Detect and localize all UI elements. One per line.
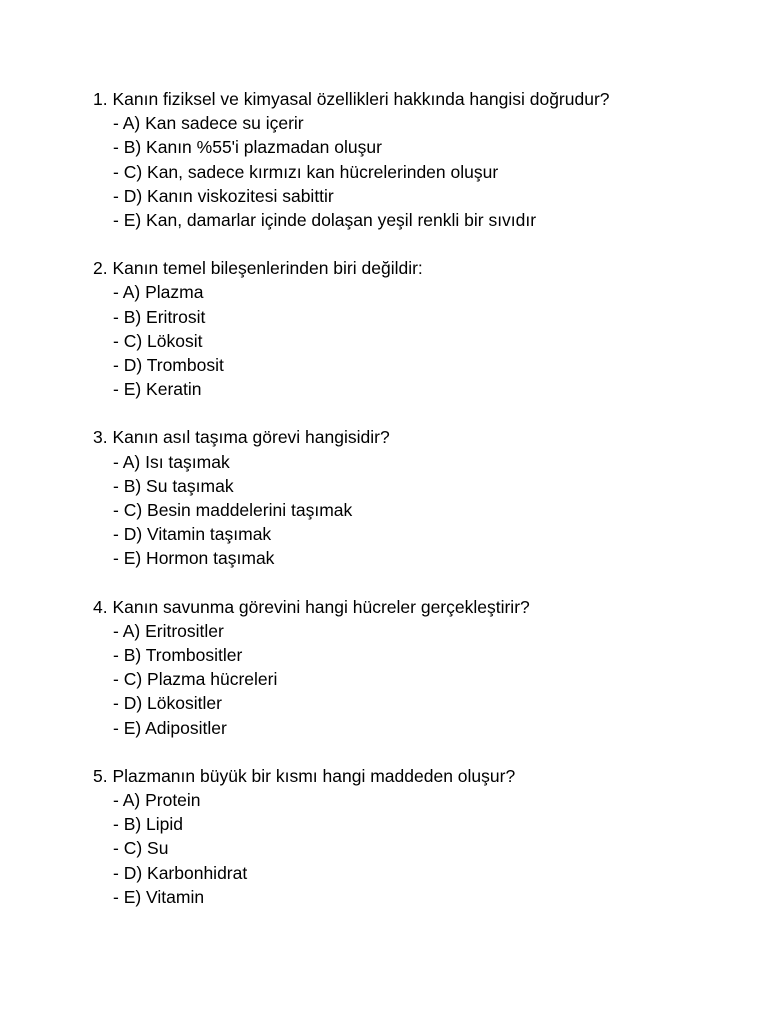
answer-option-a: - A) Kan sadece su içerir	[113, 113, 304, 134]
answer-option-b: - B) Kanın %55'i plazmadan oluşur	[113, 137, 382, 158]
question-5	[93, 764, 733, 909]
question-text: 1. Kanın fiziksel ve kimyasal özellikleri hakkında hangisi doğrudur?	[93, 89, 610, 109]
answer-option-e: - E) Hormon taşımak	[113, 548, 275, 569]
question-4	[93, 595, 733, 740]
answer-option-a: - A) Protein	[113, 790, 201, 811]
answer-option-d: - D) Vitamin taşımak	[113, 524, 272, 545]
question-2	[93, 256, 733, 401]
answer-option-b: - B) Trombositler	[113, 645, 243, 666]
answer-option-c: - C) Lökosit	[113, 330, 203, 351]
answer-option-c: - C) Plazma hücreleri	[113, 669, 278, 690]
answer-options	[93, 619, 733, 740]
answer-option-a: - A) Eritrositler	[113, 620, 224, 641]
answer-option-b: - B) Su taşımak	[113, 475, 234, 496]
answer-option-e: - E) Vitamin	[113, 886, 205, 907]
answer-option-e: - E) Adipositler	[113, 717, 227, 738]
answer-option-d: - D) Trombosit	[113, 355, 224, 376]
question-3	[93, 425, 733, 570]
answer-option-d: - D) Lökositler	[113, 693, 222, 714]
question-1	[93, 87, 733, 232]
answer-option-e: - E) Kan, damarlar içinde dolaşan yeşil renkli bir sıvıdır	[113, 210, 537, 231]
answer-options	[93, 280, 733, 401]
answer-option-b: - B) Lipid	[113, 814, 184, 835]
answer-options	[93, 788, 733, 909]
answer-options	[93, 450, 733, 571]
quiz-question-list	[93, 87, 733, 933]
answer-option-c: - C) Kan, sadece kırmızı kan hücrelerinden oluşur	[113, 161, 499, 182]
answer-option-c: - C) Su	[113, 838, 169, 859]
answer-option-a: - A) Isı taşımak	[113, 451, 230, 472]
question-text: 5. Plazmanın büyük bir kısmı hangi maddeden oluşur?	[93, 765, 516, 786]
answer-options	[93, 111, 733, 232]
question-text: 3. Kanın asıl taşıma görevi hangisidir?	[93, 427, 390, 448]
answer-option-d: - D) Kanın viskozitesi sabittir	[113, 185, 334, 206]
answer-option-c: - C) Besin maddelerini taşımak	[113, 500, 353, 521]
answer-option-d: - D) Karbonhidrat	[113, 862, 248, 883]
answer-option-b: - B) Eritrosit	[113, 306, 206, 327]
question-text: 2. Kanın temel bileşenlerinden biri değildir:	[93, 258, 423, 279]
answer-option-e: - E) Keratin	[113, 379, 202, 400]
answer-option-a: - A) Plazma	[113, 282, 204, 303]
question-text: 4. Kanın savunma görevini hangi hücreler gerçekleştirir?	[93, 596, 530, 617]
